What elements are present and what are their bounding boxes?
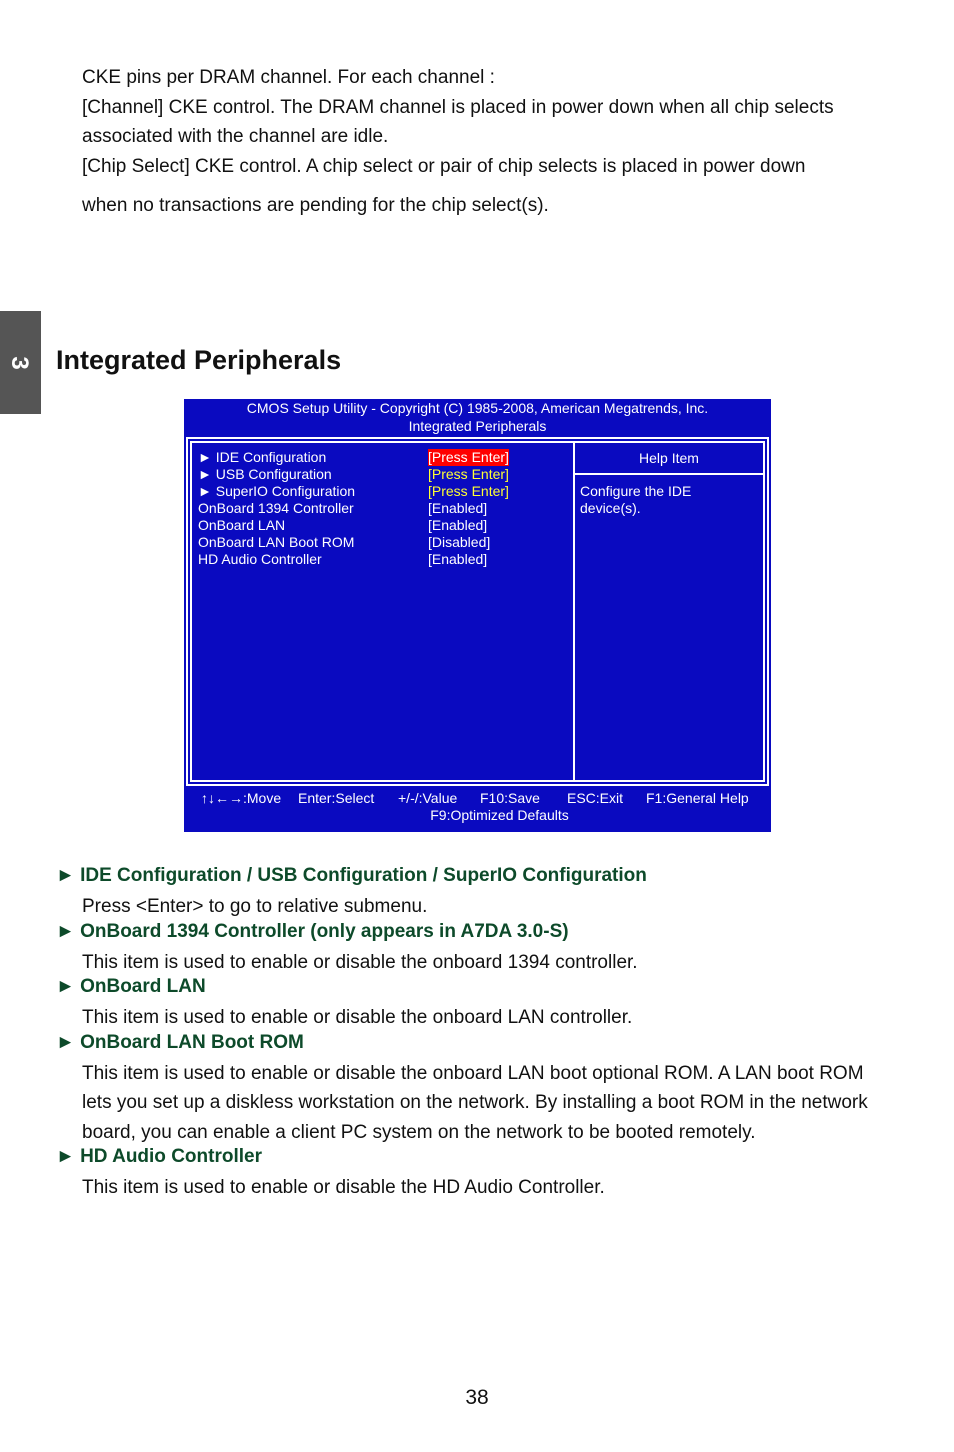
intro-line: [Channel] CKE control. The DRAM channel is placed in power down when all chip selects [82,96,834,118]
bios-screen [184,399,771,832]
key-value: +/-/:Value [398,790,458,806]
section-title: Integrated Peripherals [56,345,342,375]
help-divider [573,473,765,475]
item-heading: ► HD Audio Controller [56,1146,262,1167]
intro-line: [Chip Select] CKE control. A chip select or pair of chip selects is placed in power down [82,155,806,177]
menu-item-value[interactable]: [Press Enter] [428,449,509,465]
key-defaults: F9:Optimized Defaults [430,807,569,823]
menu-item-label: OnBoard LAN Boot ROM [198,534,355,550]
intro-text [82,63,912,221]
bios-header [184,399,771,435]
item-heading: ► OnBoard LAN [56,976,206,997]
menu-item-onboard-lan-boot-rom[interactable] [198,534,568,551]
menu-item-label: OnBoard 1394 Controller [198,500,354,516]
key-help: F1:General Help [646,790,749,806]
item-descriptions [56,860,916,1203]
bios-key-legend [184,790,771,824]
key-move: ↑↓←→:Move [201,790,282,806]
item-description: Press <Enter> to go to relative submenu. [82,896,428,917]
help-panel-text [580,483,758,517]
item-description: This item is used to enable or disable the onboard LAN boot optional ROM. A LAN boot ROM [82,1062,864,1084]
menu-item-hd-audio-controller[interactable] [198,551,568,568]
menu-item-usb-configuration[interactable] [198,466,568,483]
item-heading: ► OnBoard LAN Boot ROM [56,1031,304,1053]
menu-item-value[interactable]: [Enabled] [428,517,488,533]
menu-item-label: HD Audio Controller [198,551,322,567]
item-description: This item is used to enable or disable the onboard 1394 controller. [82,951,638,973]
help-panel-title: Help Item [639,450,699,466]
bios-screen-title: Integrated Peripherals [408,418,547,434]
help-text-line: device(s). [580,500,641,516]
item-heading: ► OnBoard 1394 Controller (only appears in A7DA 3.0-S) [56,920,569,942]
key-exit: ESC:Exit [567,790,624,806]
menu-item-label: OnBoard LAN [198,517,286,533]
intro-line: associated with the channel are idle. [82,126,389,147]
menu-item-onboard-lan[interactable] [198,517,568,534]
key-save: F10:Save [480,790,540,806]
menu-item-label: ► USB Configuration [198,466,332,482]
chapter-tab [0,311,41,414]
menu-item-value[interactable]: [Enabled] [428,551,488,567]
chapter-number: 3 [6,356,33,370]
item-description: board, you can enable a client PC system on the network to be booted remotely. [82,1121,756,1143]
page-number: 38 [465,1386,489,1409]
menu-item-value[interactable]: [Disabled] [428,534,491,550]
item-description: This item is used to enable or disable the HD Audio Controller. [82,1177,605,1198]
key-select: Enter:Select [298,790,375,806]
bios-menu [198,449,568,568]
item-description: This item is used to enable or disable the onboard LAN controller. [82,1007,633,1028]
intro-line: when no transactions are pending for the chip select(s). [82,195,549,216]
menu-item-value[interactable]: [Press Enter] [428,466,509,482]
menu-item-onboard-1394-controller[interactable] [198,500,568,517]
menu-item-value[interactable]: [Press Enter] [428,483,509,499]
menu-item-label: ► IDE Configuration [198,449,327,465]
menu-item-ide-configuration[interactable] [198,449,568,466]
intro-line: CKE pins per DRAM channel. For each channel : [82,67,495,88]
item-heading: ► IDE Configuration / USB Configuration / SuperIO Configuration [56,865,647,886]
menu-item-label: ► SuperIO Configuration [198,483,356,499]
help-text-line: Configure the IDE [580,483,692,499]
item-description: lets you set up a diskless workstation on the network. By installing a boot ROM in the network [82,1092,868,1113]
menu-item-superio-configuration[interactable] [198,483,568,500]
bios-copyright: CMOS Setup Utility - Copyright (C) 1985-2008, American Megatrends, Inc. [246,400,709,416]
menu-item-value[interactable]: [Enabled] [428,500,488,516]
